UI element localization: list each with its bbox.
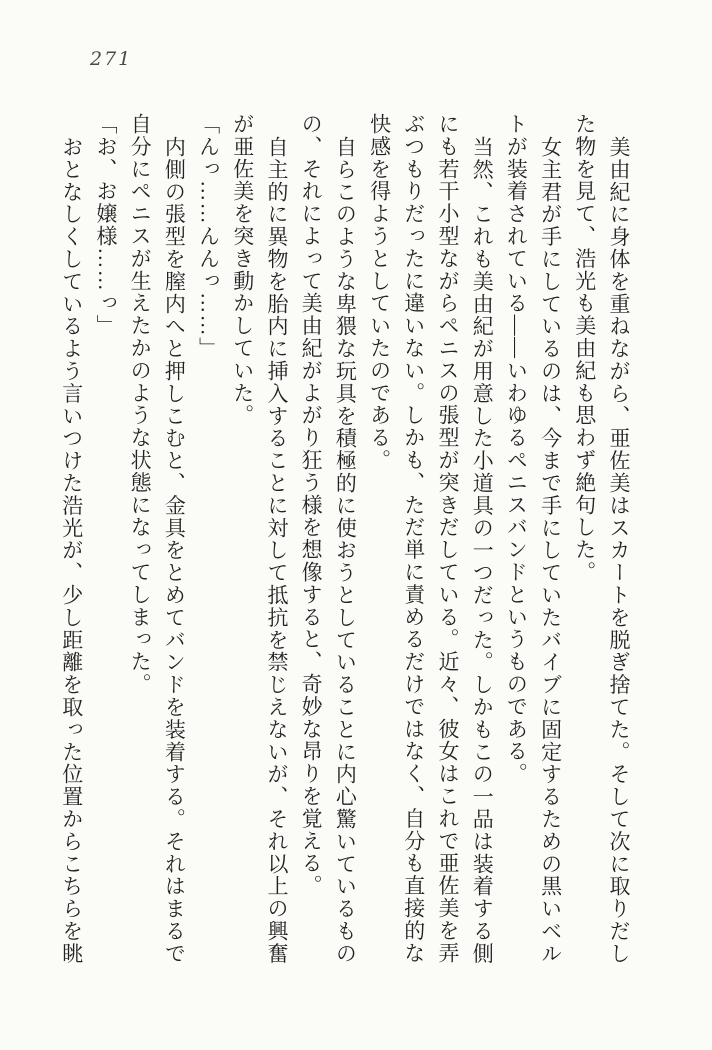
text-line: の、それによって美由紀がよがり狂う様を想像すると、奇妙な昂りを覚える。 (299, 113, 324, 897)
text-line: 「んっ……んんっ……」 (196, 113, 221, 360)
text-line: 自主的に異物を胎内に挿入することに対して抵抗を禁じえないが、それ以上の興奮 (264, 136, 289, 965)
text-line: た物を見て、浩光も美由紀も思わず絶句した。 (572, 113, 597, 584)
text-line: 快感を得ようとしていたのである。 (367, 113, 392, 472)
text-line: にも若干小型ながらペニスの張型が突きだしている。近々、彼女はこれで亜佐美を弄 (435, 113, 460, 965)
text-line: 自らこのような卑猥な玩具を積極的に使おうとしていることに内心驚いているもの (333, 136, 358, 965)
text-line: ぶつもりだったに違いない。しかも、ただ単に責めるだけではなく、自分も直接的な (401, 113, 426, 965)
text-line: 女主君が手にしているのは、今まで手にしていたバイブに固定するための黒いベル (538, 136, 563, 965)
text-line: 内側の張型を膣内へと押しこむと、金具をとめてバンドを装着する。それはまるで (162, 136, 187, 965)
text-line: 当然、これも美由紀が用意した小道具の一つだった。しかもこの一品は装着する側 (470, 136, 495, 965)
text-line: おとなしくしているよう言いつけた浩光が、少し距離を取った位置からこちらを眺 (59, 136, 84, 965)
text-line: が亜佐美を突き動かしていた。 (230, 113, 255, 427)
page-number: 271 (90, 48, 133, 70)
text-line: トが装着されている――いわゆるペニスバンドというものである。 (504, 113, 529, 785)
page-text (55, 113, 636, 969)
text-line: 「お、お嬢様……っ」 (93, 113, 118, 337)
text-line: 美由紀に身体を重ねながら、亜佐美はスカートを脱ぎ捨てた。そして次に取りだし (607, 136, 631, 965)
text-line: 自分にペニスが生えたかのような状態になってしまった。 (128, 113, 153, 696)
